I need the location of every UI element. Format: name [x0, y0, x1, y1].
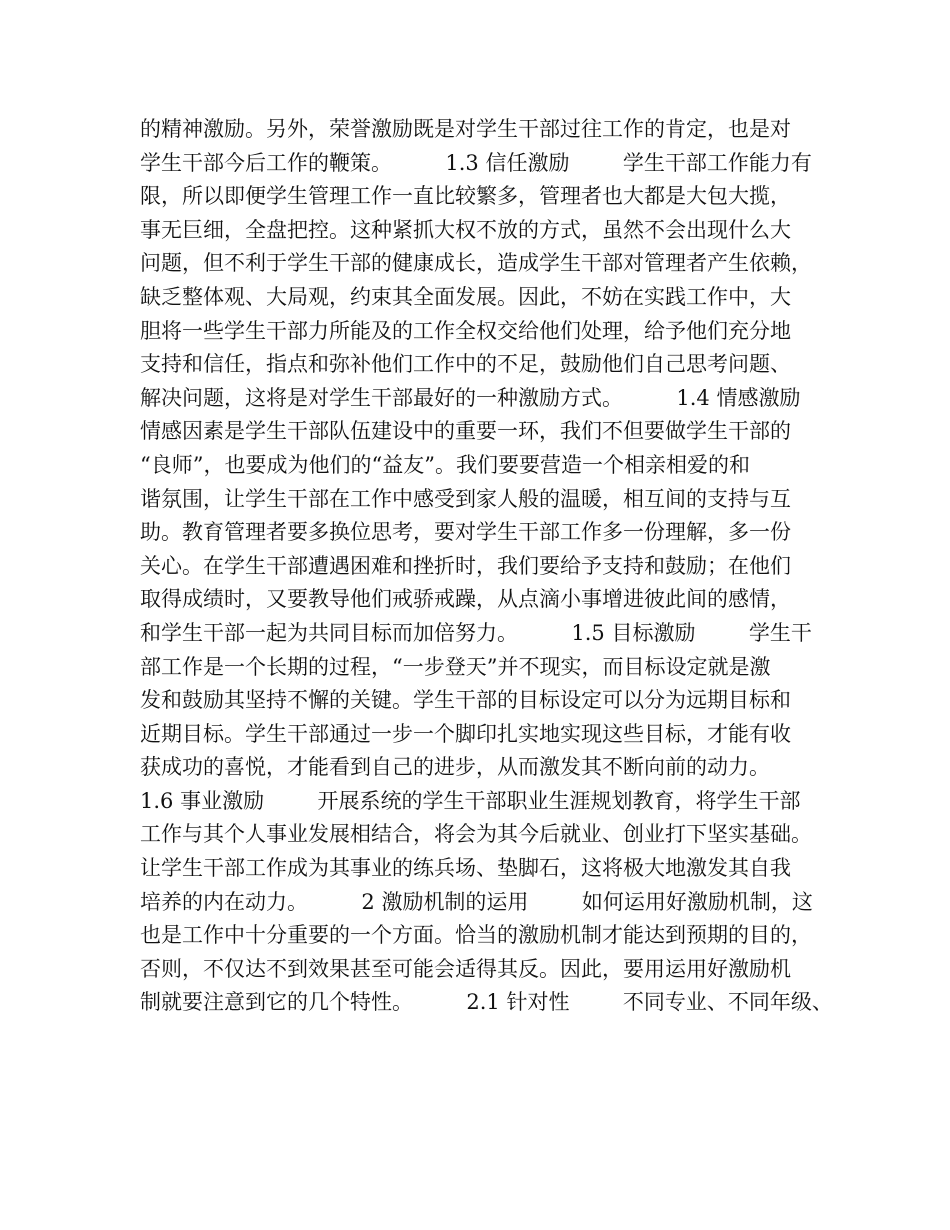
text-line: 部工作是一个长期的过程，“一步登天”并不现实，而目标设定就是激	[140, 654, 771, 679]
text-line: 限，所以即便学生管理工作一直比较繁多，管理者也大都是大包大揽，	[140, 184, 791, 209]
body-text	[140, 113, 840, 1020]
text-line: 获成功的喜悦，才能看到自己的进步，从而激发其不断向前的动力。	[140, 755, 770, 780]
text-line: 的精神激励。另外，荣誉激励既是对学生干部过往工作的肯定，也是对	[140, 117, 791, 141]
text-line: 和学生干部一起为共同目标而加倍努力。 1.5 目标激励 学生干	[140, 620, 812, 645]
text-line: 谐氛围，让学生干部在工作中感受到家人般的温暖，相互间的支持与互	[140, 486, 791, 511]
text-line: 工作与其个人事业发展相结合，将会为其今后就业、创业打下坚实基础。	[140, 822, 812, 847]
text-line: 1.6 事业激励 开展系统的学生干部职业生涯规划教育，将学生干部	[140, 788, 801, 813]
text-line: 解决问题，这将是对学生干部最好的一种激励方式。 1.4 情感激励	[140, 385, 801, 410]
text-line: “良师”，也要成为他们的“益友”。我们要要营造一个相亲相爱的和	[140, 452, 750, 477]
text-line: 否则，不仅达不到效果甚至可能会适得其反。因此，要用运用好激励机	[140, 956, 791, 981]
text-line: 制就要注意到它的几个特性。 2.1 针对性 不同专业、不同年级、	[140, 990, 833, 1015]
text-line: 也是工作中十分重要的一个方面。恰当的激励机制才能达到预期的目的，	[140, 923, 812, 948]
text-line: 事无巨细，全盘把控。这种紧抓大权不放的方式，虽然不会出现什么大	[140, 217, 791, 242]
text-line: 取得成绩时，又要教导他们戒骄戒躁，从点滴小事增进彼此间的感情，	[140, 587, 791, 612]
text-line: 胆将一些学生干部力所能及的工作全权交给他们处理，给予他们充分地	[140, 318, 791, 343]
text-line: 支持和信任，指点和弥补他们工作中的不足，鼓励他们自己思考问题、	[140, 352, 791, 377]
text-line: 近期目标。学生干部通过一步一个脚印扎实地实现这些目标，才能有收	[140, 721, 791, 746]
text-line: 培养的内在动力。 2 激励机制的运用 如何运用好激励机制，这	[140, 889, 813, 914]
text-line: 缺乏整体观、大局观，约束其全面发展。因此，不妨在实践工作中，大	[140, 284, 791, 309]
text-line: 让学生干部工作成为其事业的练兵场、垫脚石，这将极大地激发其自我	[140, 856, 791, 881]
text-line: 学生干部今后工作的鞭策。 1.3 信任激励 学生干部工作能力有	[140, 150, 812, 175]
text-line: 问题，但不利于学生干部的健康成长，造成学生干部对管理者产生依赖，	[140, 251, 812, 276]
text-line: 发和鼓励其坚持不懈的关键。学生干部的目标设定可以分为远期目标和	[140, 688, 791, 713]
text-line: 关心。在学生干部遭遇困难和挫折时，我们要给予支持和鼓励；在他们	[140, 553, 791, 578]
text-line: 助。教育管理者要多换位思考，要对学生干部工作多一份理解，多一份	[140, 520, 791, 545]
text-line: 情感因素是学生干部队伍建设中的重要一环，我们不但要做学生干部的	[140, 419, 791, 444]
